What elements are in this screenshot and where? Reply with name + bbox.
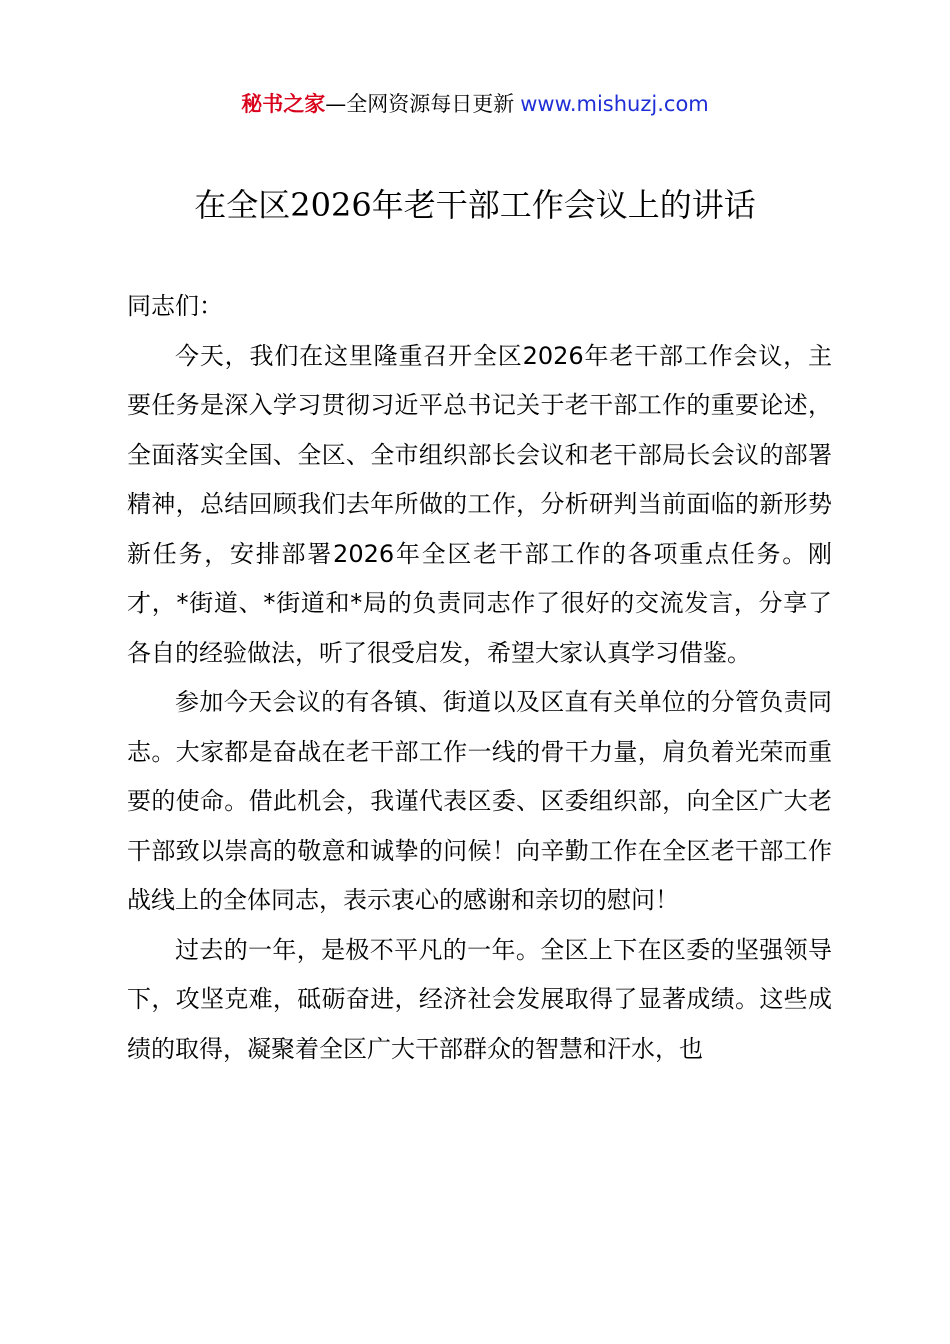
salutation: 同志们： — [127, 292, 223, 320]
site-header — [0, 88, 950, 120]
site-brand: 秘书之家 — [241, 92, 326, 116]
paragraph-3: 过去的一年，是极不平凡的一年。全区上下在区委的坚强领导下，攻坚克难，砥砺奋进，经济社会发展取得了显著成绩。这些成绩的取得，凝聚着全区广大干部群众的智慧和汗水，也 — [127, 935, 832, 1063]
document-title: 在全区2026年老干部工作会议上的讲话 — [194, 186, 756, 224]
document-body — [127, 282, 832, 1074]
paragraph-2: 参加今天会议的有各镇、街道以及区直有关单位的分管负责同志。大家都是奋战在老干部工作一线的骨干力量，肩负着光荣而重要的使命。借此机会，我谨代表区委、区委组织部，向全区广大老干部致以崇高的敬意和诚挚的问候！向辛勤工作在全区老干部工作战线上的全体同志，表示衷心的感谢和亲切的慰问！ — [127, 688, 832, 914]
site-tagline: —全网资源每日更新 — [325, 92, 515, 116]
site-url-link[interactable]: www.mishuzj.com — [520, 92, 709, 116]
paragraph-1: 今天，我们在这里隆重召开全区2026年老干部工作会议，主要任务是深入学习贯彻习近平总书记关于老干部工作的重要论述，全面落实全国、全区、全市组织部长会议和老干部局长会议的部署精神，总结回顾我们去年所做的工作，分析研判当前面临的新形势新任务，安排部署2026年全区老干部工作的各项重点任务。刚才，*街道、*街道和*局的负责同志作了很好的交流发言，分享了各自的经验做法，听了很受启发，希望大家认真学习借鉴。 — [127, 341, 832, 667]
